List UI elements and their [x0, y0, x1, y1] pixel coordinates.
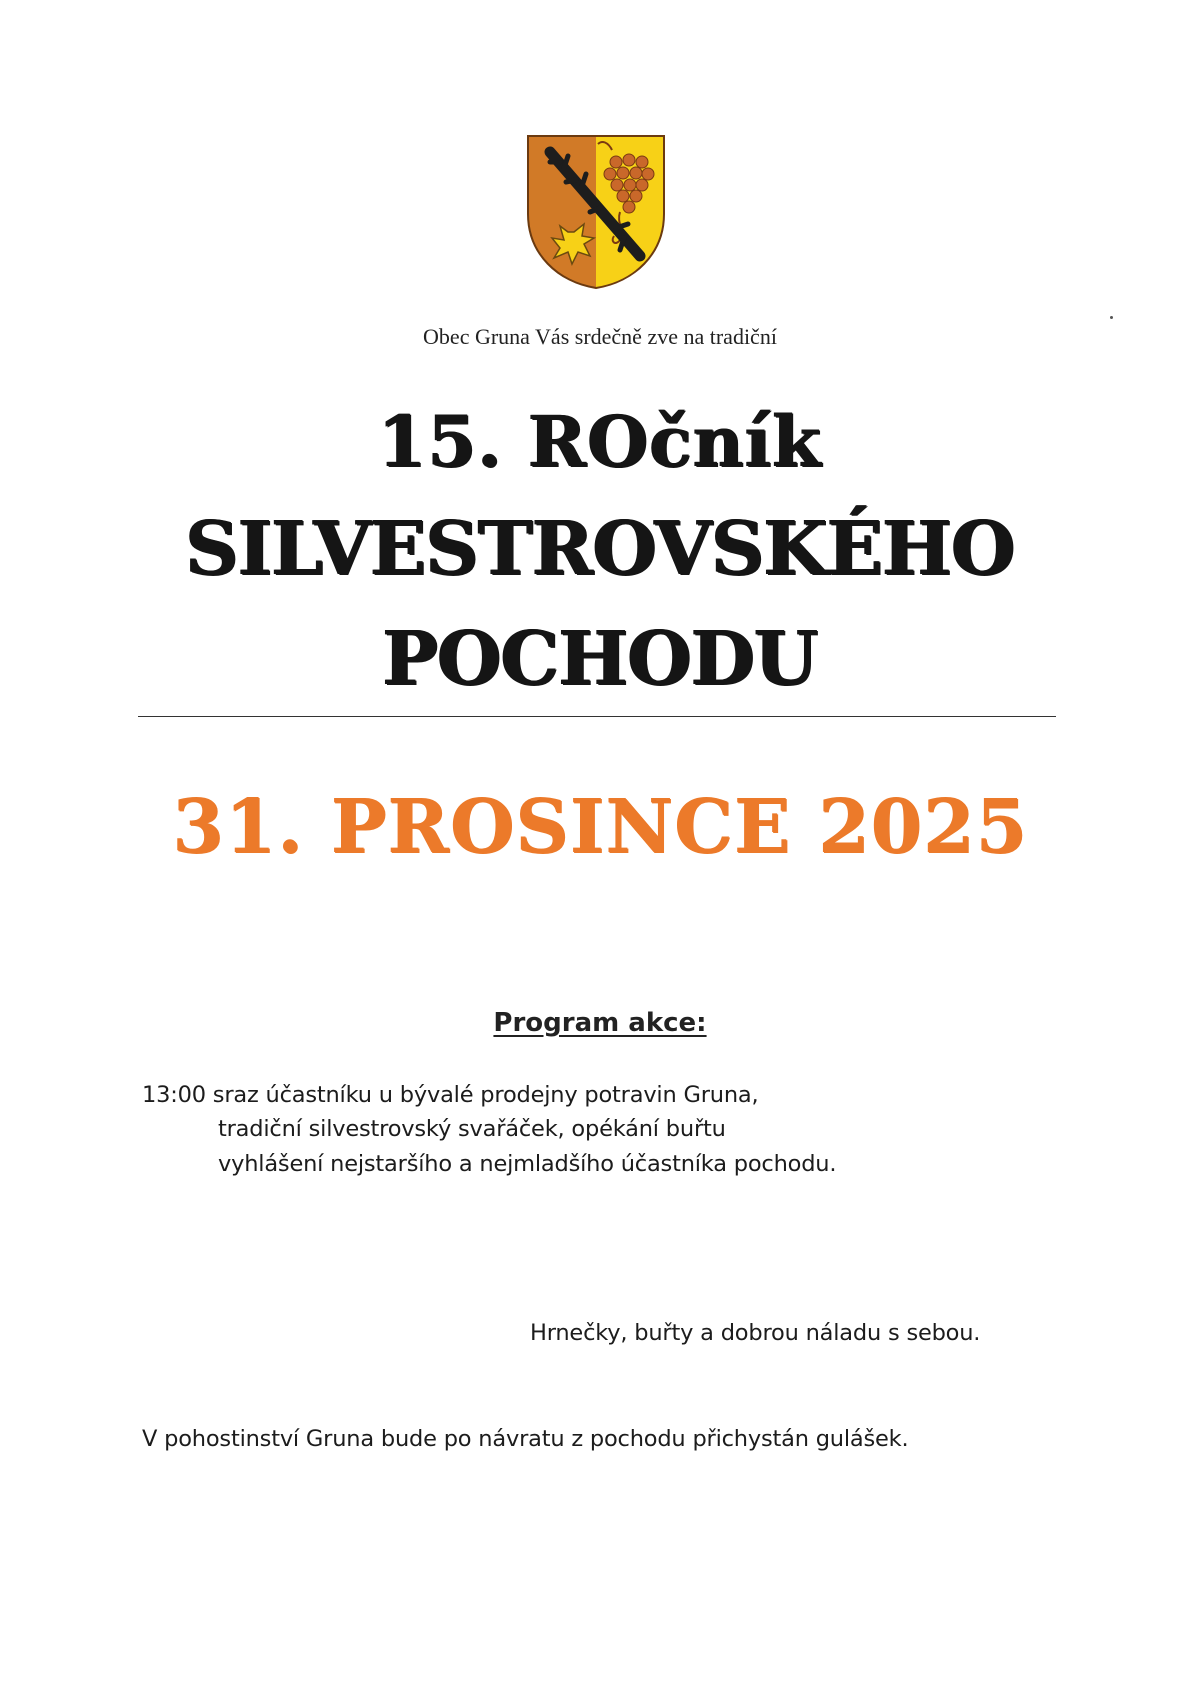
program-line-2: tradiční silvestrovský svařáček, opékání buřtu — [218, 1116, 726, 1142]
scan-speck — [1110, 316, 1113, 319]
event-title-line-2: SILVESTROVSKÉHO — [185, 506, 1015, 592]
event-title-line-3: POCHODU — [382, 616, 818, 702]
coat-of-arms-icon — [524, 132, 668, 292]
event-date: 31. PROSINCE 2025 — [172, 784, 1028, 870]
program-heading: Program akce: — [493, 1008, 707, 1038]
horizontal-divider — [138, 716, 1056, 717]
program-line-3: vyhlášení nejstaršího a nejmladšího účastníka pochodu. — [218, 1151, 837, 1177]
invitation-intro: Obec Gruna Vás srdečně zve na tradiční — [423, 324, 777, 349]
event-title-line-1: 15. ROčník — [378, 400, 822, 483]
bring-along-note: Hrnečky, buřty a dobrou náladu s sebou. — [530, 1320, 981, 1346]
program-line-1: 13:00 sraz účastníku u bývalé prodejny potravin Gruna, — [142, 1082, 759, 1108]
goulash-note: V pohostinství Gruna bude po návratu z pochodu přichystán gulášek. — [142, 1426, 909, 1452]
